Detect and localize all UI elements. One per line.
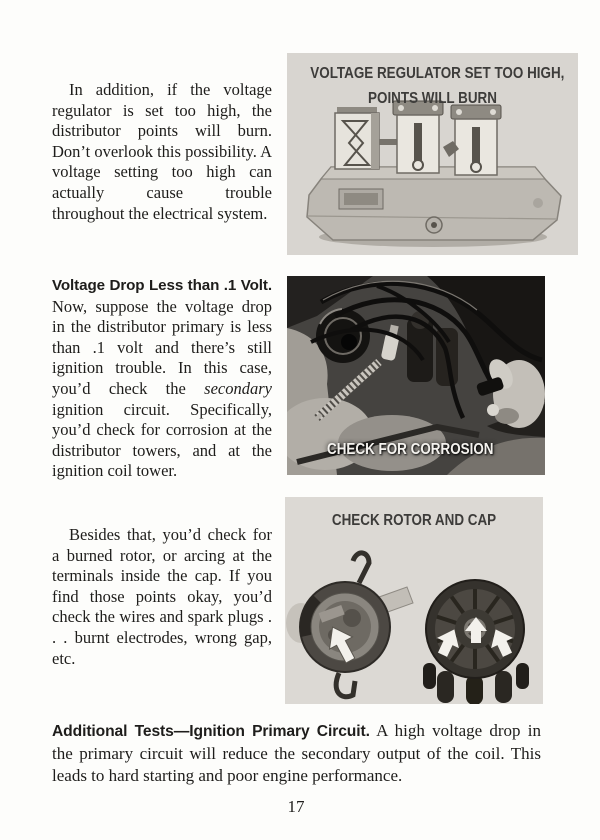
figure-check-rotor-and-cap xyxy=(285,497,543,704)
paragraph-lead-bold: Additional Tests—Ignition Primary Circuit. xyxy=(52,723,370,740)
cap-tower xyxy=(466,675,483,704)
figure-heading-line2: POINTS WILL BURN xyxy=(368,90,497,107)
cap-tower xyxy=(495,671,512,703)
figure-heading-line1: VOLTAGE REGULATOR SET TOO HIGH, xyxy=(310,65,565,82)
cap-tower xyxy=(437,671,454,703)
paragraph-text: Now, suppose the voltage drop in the distributor primary is less than .1 volt and there’s still ignition trouble. In this case, you’d check the xyxy=(52,296,272,398)
paragraph-regulator-too-high: In addition, if the voltage regulator is set too high, the distributor points will burn. Don’t overlook this possibility. A voltage setting too high can actually cause trouble throughout the electrical system. xyxy=(52,80,273,223)
figure-heading: CHECK ROTOR AND CAP xyxy=(331,512,497,529)
paragraph-italic-word: secondary xyxy=(204,378,272,398)
figure-caption: CHECK FOR CORROSION xyxy=(327,441,494,458)
page-number: 17 xyxy=(287,797,305,816)
paragraph-additional-tests xyxy=(52,720,541,786)
paragraph-text: ignition circuit. Specifically, you’d check for corrosion at the distributor towers, and at the ignition coil tower. xyxy=(52,399,272,481)
paragraph-rotor-and-cap: Besides that, you’d check for a burned rotor, or arcing at the terminals inside the cap. If you find those points okay, you’d check the wires and spark plugs . . . burnt electrodes, wrong gap, etc. xyxy=(52,525,272,668)
paragraph-lead-bold: Voltage Drop Less than .1 Volt. xyxy=(52,277,272,294)
figure-voltage-regulator xyxy=(287,53,578,255)
figure-check-for-corrosion xyxy=(287,276,545,475)
figure-heading xyxy=(310,61,565,111)
regulator-base xyxy=(307,167,561,247)
relay-unit-middle xyxy=(393,101,443,173)
paragraph-text: A high voltage drop in the primary circuit will reduce the secondary output of the coil. This leads to hard starting and poor engine performance. xyxy=(52,721,541,785)
paragraph-voltage-drop xyxy=(52,275,272,482)
